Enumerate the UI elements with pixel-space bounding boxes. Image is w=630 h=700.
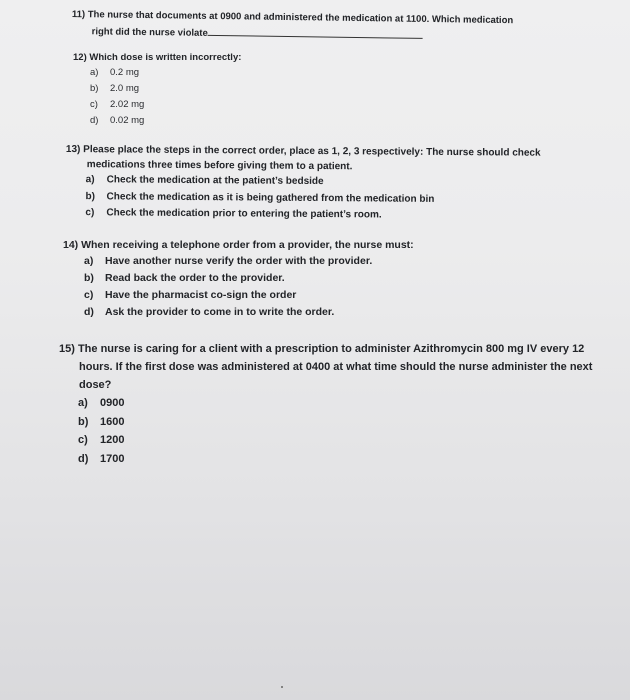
question-14 [63, 238, 414, 321]
question-12-options [73, 65, 241, 129]
question-14-options [63, 253, 414, 321]
answer-blank-line [208, 24, 423, 39]
question-12-option-b [73, 81, 241, 97]
question-14-option-a [63, 253, 414, 270]
question-14-option-d [63, 304, 414, 321]
question-12-option-d [73, 113, 241, 129]
option-text: 0.2 mg [110, 67, 140, 78]
question-14-text: 14) When receiving a telephone order from a provider, the nurse must: [63, 239, 414, 251]
option-text: 2.02 mg [110, 99, 145, 110]
question-15-option-c [59, 431, 609, 450]
option-text: 1700 [100, 452, 125, 465]
question-15-option-a [59, 394, 609, 413]
question-13-option-c [65, 205, 540, 225]
option-text: 0900 [100, 397, 125, 409]
option-letter: d) [90, 115, 99, 126]
option-letter: b) [78, 415, 89, 428]
question-14-option-b [63, 270, 414, 287]
option-text: Have another nurse verify the order with the provider. [105, 255, 373, 267]
option-text: Ask the provider to come in to write the order. [105, 306, 335, 318]
question-15-option-d [59, 450, 609, 469]
option-letter: d) [84, 306, 94, 318]
option-letter: b) [90, 83, 99, 94]
option-text: 2.0 mg [110, 83, 140, 94]
option-letter: a) [78, 397, 88, 409]
option-text: 0.02 mg [110, 115, 145, 126]
question-12-option-c [73, 97, 241, 113]
option-letter: c) [78, 434, 88, 446]
option-letter: b) [85, 190, 96, 202]
question-15-options [59, 394, 609, 468]
paper-speck [281, 686, 283, 688]
question-13-text-line1: 13) Please place the steps in the correct order, place as 1, 2, 3 respectively: The nurse should check [65, 143, 541, 159]
option-letter: d) [78, 452, 89, 465]
question-15-text-line2: hours. If the first dose was administered at 0400 at what time should the nurse administer the next [79, 361, 593, 373]
option-letter: a) [84, 255, 94, 267]
question-11-text-line2-label: right did the nurse violate [91, 26, 208, 39]
option-letter: b) [84, 272, 94, 284]
option-letter: c) [85, 207, 95, 219]
question-15 [59, 340, 609, 468]
option-text: Check the medication prior to entering the patient’s room. [106, 207, 382, 221]
question-11-text-line1: 11) The nurse that documents at 0900 and administered the medication at 1100. Which medication [71, 8, 514, 27]
question-12-text: 12) Which dose is written incorrectly: [73, 52, 242, 63]
option-text: Check the medication as it is being gathered from the medication bin [106, 190, 435, 205]
option-text: Check the medication at the patient’s bedside [106, 174, 324, 188]
option-text: 1600 [100, 415, 125, 428]
option-text: 1200 [100, 434, 125, 446]
question-12-option-a [73, 65, 241, 81]
question-13 [65, 142, 540, 225]
question-15-text-line1: 15) The nurse is caring for a client with a prescription to administer Azithromycin 800 mg IV every 12 [59, 343, 585, 355]
option-letter: a) [90, 67, 99, 78]
option-text: Read back the order to the provider. [105, 272, 285, 284]
question-13-options [65, 172, 540, 225]
option-text: Have the pharmacist co-sign the order [105, 289, 297, 301]
option-letter: a) [85, 174, 95, 186]
question-14-option-c [63, 287, 414, 304]
question-13-text-line2: medications three times before giving them to a patient. [86, 159, 353, 173]
option-letter: c) [90, 99, 98, 110]
question-12 [73, 50, 241, 129]
option-letter: c) [84, 289, 94, 301]
question-15-text-line3: dose? [79, 379, 112, 391]
question-11 [72, 8, 514, 45]
question-15-option-b [59, 413, 609, 432]
